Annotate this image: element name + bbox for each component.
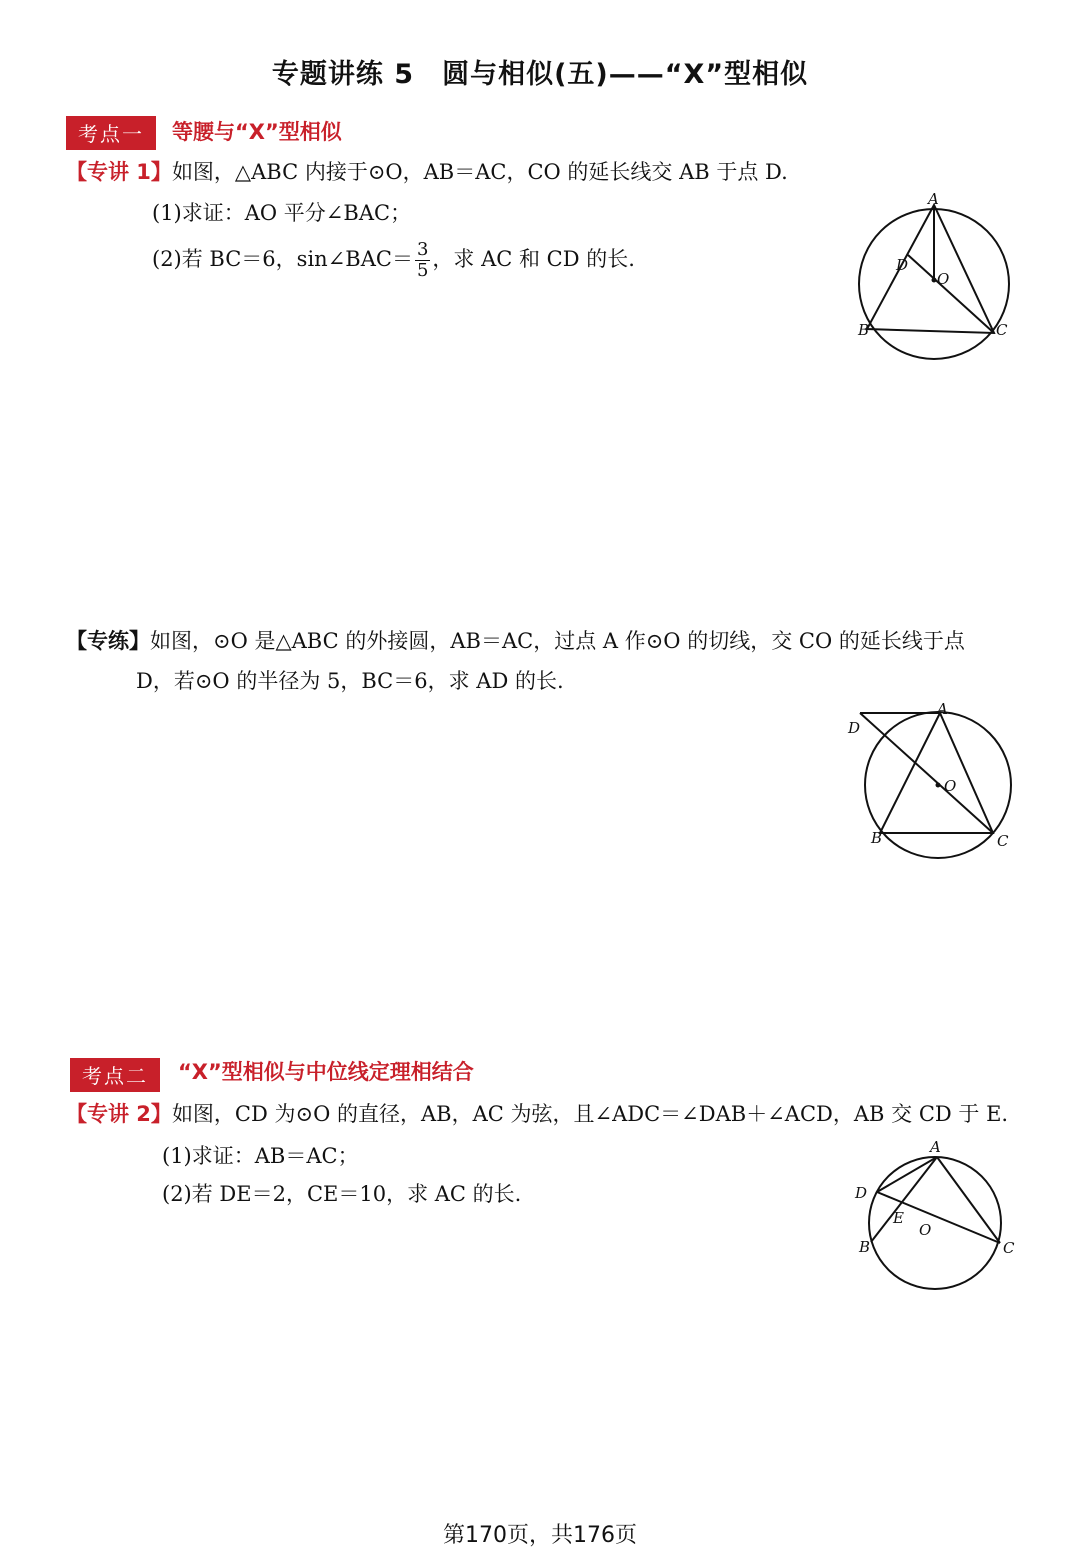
fig3-label-D: D [855, 1184, 868, 1202]
problem-1-text: 如图，△ABC 内接于⊙O，AB＝AC，CO 的延长线交 AB 于点 D. [171, 160, 788, 184]
section-tag-1: 考点一 [66, 116, 156, 150]
figure-2-tangent [840, 700, 1030, 865]
section-tag-2: 考点二 [70, 1058, 160, 1092]
problem-1-q2-after: ，求 AC 和 CD 的长. [432, 247, 635, 271]
problem-2-q1: (1)求证：AB＝AC； [162, 1144, 359, 1168]
fig2-label-A: A [937, 700, 948, 718]
practice-line-2: D，若⊙O 的半径为 5，BC＝6，求 AD 的长. [136, 669, 564, 693]
problem-1-label: 【专讲 1】 [66, 160, 172, 184]
fig2-label-B: B [871, 829, 883, 847]
fig1-label-A: A [928, 190, 939, 208]
fraction-3-5 [415, 240, 430, 281]
fig3-label-E: E [893, 1209, 904, 1227]
fig3-label-B: B [859, 1238, 871, 1256]
practice-line-1 [66, 625, 965, 655]
page-title: 专题讲练 5 圆与相似(五)——“X”型相似 [271, 59, 809, 90]
problem-2-stem [66, 1098, 1008, 1128]
fraction-numerator: 3 [416, 239, 429, 260]
page-footer: 第170页，共176页 [443, 1523, 637, 1548]
fig1-label-D: D [896, 256, 909, 274]
fig2-label-C: C [997, 832, 1009, 850]
problem-1-q2-before: (2)若 BC＝6，sin∠BAC＝ [152, 247, 413, 271]
fig1-label-O: O [937, 270, 950, 288]
fig1-label-C: C [996, 321, 1008, 339]
fig3-label-C: C [1003, 1239, 1015, 1257]
fig3-label-O: O [919, 1221, 932, 1239]
problem-2-q2: (2)若 DE＝2，CE＝10，求 AC 的长. [162, 1182, 522, 1206]
fig2-label-D: D [848, 719, 861, 737]
section-title-2: “X”型相似与中位线定理相结合 [178, 1060, 474, 1084]
fig1-label-B: B [858, 321, 870, 339]
problem-2-text: 如图，CD 为⊙O 的直径，AB，AC 为弦，且∠ADC＝∠DAB＋∠ACD，AB 交 CD 于 E. [171, 1102, 1009, 1126]
practice-text-1: 如图，⊙O 是△ABC 的外接圆，AB＝AC，过点 A 作⊙O 的切线，交 CO 的延长线于点 [150, 629, 965, 653]
section-title-1: 等腰与“X”型相似 [172, 120, 342, 144]
fraction-denominator: 5 [416, 260, 429, 281]
problem-1-q1: (1)求证：AO 平分∠BAC； [152, 201, 412, 225]
figure-3-diameter [845, 1135, 1025, 1295]
fig3-label-A: A [930, 1138, 941, 1156]
practice-label: 【专练】 [66, 629, 150, 653]
problem-1-stem [66, 156, 788, 186]
problem-2-label: 【专讲 2】 [66, 1102, 172, 1126]
figure-1-circle-triangle [840, 190, 1030, 370]
problem-1-q2 [152, 240, 635, 281]
fig2-label-O: O [944, 777, 957, 795]
